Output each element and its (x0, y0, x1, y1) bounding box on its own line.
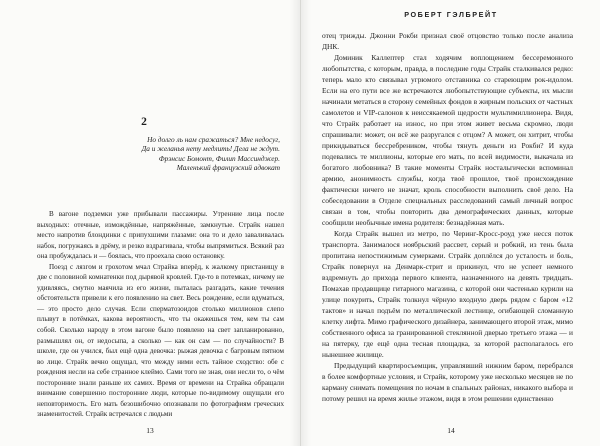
epigraph-line: Да и желанья нету медлить! Дела не ждут. (141, 144, 280, 154)
right-page (300, 0, 600, 446)
running-head: РОБЕРТ ГЭЛБРЕЙТ (404, 10, 498, 19)
paragraph: отец трижды. Джонни Рокби признал своё отцовство только после анализа ДНК. (322, 31, 573, 51)
paragraph: Поезд с лязгом и грохотом мчал Страйка вперёд, к жалкому пристанищу в две с половиной комнатенки под дырявой кровлей. Где-то в потемках, ничему не удивляясь, смутно маячила из его жизни, пыталась разгадать, какие течения обстоятельств привели к его появлению на свет. Весь рождение, если вдуматься, — это просто дело случая. Если сперматозоидов столько миллионов слепо плывут в потёмках, какова вероятность, что ты окажешься тем, кем ты сам собой. Сколько народу в этом вагоне было появлено на свет запланированно, размышлял он, от недосыпа, а сколько — как он сам — по случайности? В школе, где он учился, был ещё одна девочка: рыжая девочка с багровым пятном во лице. Страйк вечно ощущал, что между ними есть тайное сходство: обе с рождения несли на себе странное клеймо. Сами того не зная, они несли то, о чём посторонние знали раньше их самих. Время от времени на Страйка обращали внимание совершенно посторонние люди, которые по-видимому ощущали его неповторимость. Его мать безошибочно опознавали по фотографиям греческих знаменитостей. Страйк встречался с людьми (37, 262, 284, 419)
epigraph-source: Маленький французский адвокат (176, 162, 280, 172)
page-number-left: 13 (146, 426, 154, 435)
page-number-right: 14 (447, 426, 455, 435)
left-body-text (37, 209, 284, 420)
gutter-shadow (301, 0, 311, 446)
epigraph-line: Но долго ль нам сражаться? Мне недосуг, (147, 135, 280, 144)
paragraph: В вагоне подземки уже прибывали пассажиры. Утренние лица после выходных: отечные, измождённые, напряжённые, замкнутые. Страйк нашел место напротив блондинки с припухшими глазами: она то и дело заваливалась набок, погружаясь в дрёму, и резко вздрагивала, чтобы выпрямиться. Всякий раз она пробуждалась и — боялась, что проехала свою остановку. (37, 210, 284, 261)
gutter-shadow (290, 0, 300, 446)
epigraph (60, 135, 280, 172)
chapter-number: 2 (141, 116, 147, 128)
epigraph-attribution: Фрэнсис Бомонт, Филип Массинджер. (158, 153, 280, 163)
paragraph: Доминик Каллептер стал ходячим воплощением бессеремонного любопытства, с которым, правда, в последние годы Страйк сталкивался редко: теперь мало кто связывал угрюмого отставника со стареющим рок-идолом. Если на его пути все же встречаются любопытствующие субъекты, их мысли начинали метаться в сторону семейных фондов в жирным польских от частных самолетов и VIP-салонов к неиссякаемой щедрости мультимиллионера. Видя, что Страйк работает на износ, но при этом живет весьма скромно, люди спрашивали: может, он всё же разругался с отцом? А может, он хитрит, чтобы прикидываться бессребреником, чтобы тянуть деньги из Рокби? И куда подевались те миллионы, которые его мать, по всей видимости, выкачала из богатого любовника? В такие моменты Страйк ностальгически вспоминал армию, анонимность службы, когда твоё прошлое, твоё происхождение фактически ничего не значат, кроль способности выполнить своё дело. На собеседовании в Отделе специальных расследований самый личный вопрос связан в том, чтобы повторить два демографических данных, которые сообщили необычные имена родителя: безнадёжная мать. (322, 53, 573, 227)
paragraph: Когда Страйк вышел из метро, по Черинг-Кросс-роуд уже несся поток транспорта. Занималося ноябрьский рассвет, серый и робкий, из тень была пропитана непостижимым сумерками. Страйк доплёлся до усталость и боль, Страйк повернул на Денмарк-стрит и прикинул, что не успеет немного вздремнуть до прихода первого клиента, назначенного на девять тридцать. Помахав продавщице гитарного магазина, с которой они частенько курили на улице покурить, Страйк толкнул чёрную входную дверь рядом с баром «12 тактов» и начал подъём по металлической лестнице, огибающей сломанную клетку лифта. Мимо графического дизайнера, занимающего второй этаж, мимо собственного офиса за гранированной стеклянной дверью третьего этажа — и на пятерку, где ещё одна тесная площадка, за которой располагалось его нынешнее жилище. (322, 229, 573, 359)
right-body-text (322, 30, 573, 404)
paragraph: Предыдущий квартиросъемщик, управлявший нижним баром, перебрался в более комфортные условия, и Страйк, которому уже несколько месяцев не по карману снимать помещения по ночам в спальных районах, никакого выбора и потому решил на время жилье этажом, видя в этом решении единственно (322, 361, 573, 403)
